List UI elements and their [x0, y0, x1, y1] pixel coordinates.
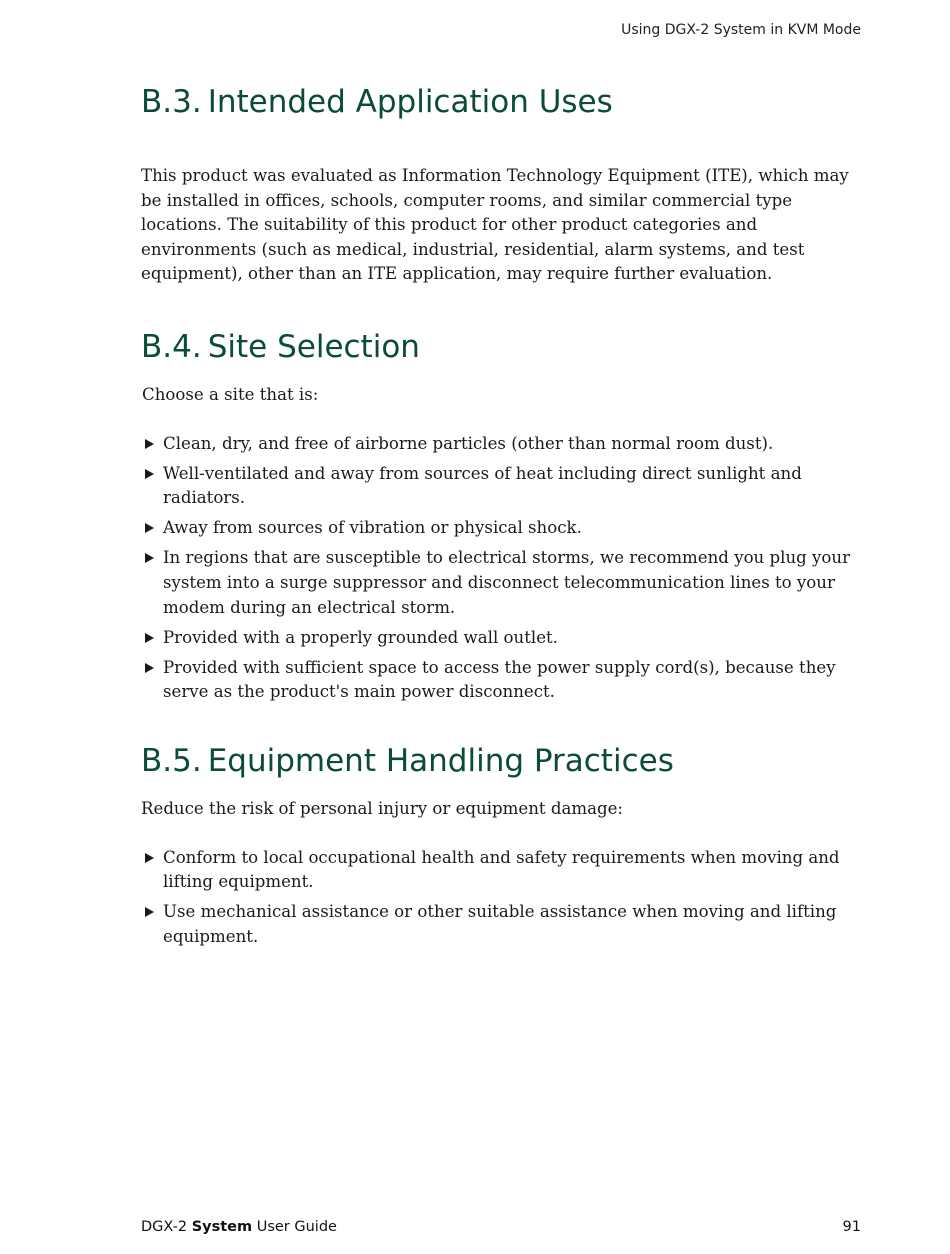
list-item [141, 656, 863, 705]
bullet-triangle-icon [145, 907, 154, 917]
bullet-triangle-icon [145, 523, 154, 533]
footer-doc-prefix: DGX-2 [141, 1219, 192, 1235]
bullet-triangle-icon [145, 663, 154, 673]
list-item-text: Clean, dry, and free of airborne particles (other than normal room dust). [163, 433, 774, 453]
page-number: 91 [842, 1219, 861, 1235]
section-b3-paragraph: This product was evaluated as Information Technology Equipment (ITE), which may be installed in offices, schools, computer rooms, and similar commercial type locations. The suitability of this product for other product categories and environments (such as medical, industrial, residential, alarm systems, and test equipment), other than an ITE application, may require further evaluation. [141, 166, 849, 284]
section-heading-b4 [141, 325, 863, 369]
bullet-triangle-icon [145, 853, 154, 863]
running-header: Using DGX-2 System in KVM Mode [621, 22, 861, 38]
handling-practices-list [141, 846, 863, 950]
list-item-text: Well-ventilated and away from sources of heat including direct sunlight and radiators. [163, 463, 802, 508]
list-item [141, 432, 863, 457]
section-b4-intro: Choose a site that is: [142, 384, 319, 404]
list-item [141, 546, 863, 620]
list-item [141, 462, 863, 511]
bullet-triangle-icon [145, 633, 154, 643]
bullet-triangle-icon [145, 439, 154, 449]
bullet-triangle-icon [145, 469, 154, 479]
list-item-text: In regions that are susceptible to electrical storms, we recommend you plug your system into a surge suppressor and disconnect telecommunication lines to your modem during an electrical storm. [163, 548, 851, 617]
list-item [141, 626, 863, 651]
site-selection-list [141, 432, 863, 705]
list-item-text: Conform to local occupational health and safety requirements when moving and lifting equipment. [163, 847, 840, 892]
section-number: B.4. [141, 328, 202, 365]
footer-doc-suffix: User Guide [252, 1219, 337, 1235]
page-content [141, 80, 863, 955]
section-heading-b5 [141, 739, 863, 783]
list-item-text: Use mechanical assistance or other suitable assistance when moving and lifting equipment. [163, 902, 837, 946]
section-number: B.5. [141, 743, 202, 779]
section-title: Site Selection [207, 328, 420, 365]
bullet-triangle-icon [145, 553, 154, 563]
list-item-text: Away from sources of vibration or physical shock. [163, 518, 582, 538]
footer-doc-title [141, 1219, 337, 1235]
section-number: B.3. [141, 84, 202, 120]
footer-doc-bold: System [191, 1219, 253, 1235]
list-item [141, 516, 863, 541]
section-heading-b3 [141, 80, 863, 124]
section-b5-intro: Reduce the risk of personal injury or equipment damage: [141, 799, 624, 818]
list-item [141, 846, 863, 895]
section-title: Intended Application Uses [207, 84, 613, 120]
list-item-text: Provided with sufficient space to access the power supply cord(s), because they serve as the product's main power disconnect. [163, 657, 836, 702]
list-item [141, 900, 863, 949]
section-title: Equipment Handling Practices [207, 743, 674, 779]
list-item-text: Provided with a properly grounded wall outlet. [163, 627, 558, 647]
